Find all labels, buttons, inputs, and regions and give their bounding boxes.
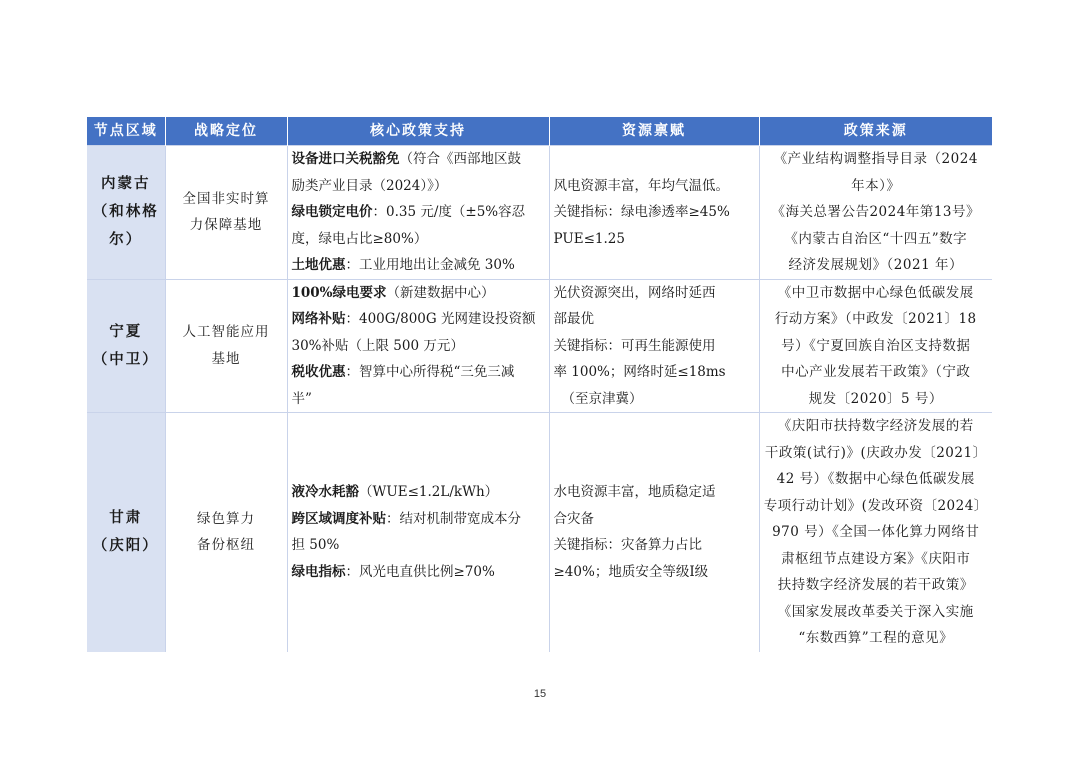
policy-line <box>292 199 545 226</box>
policy-key: 绿电锁定电价 <box>291 204 373 220</box>
position-line: 绿色算力 <box>197 510 255 527</box>
header-position: 战略定位 <box>165 117 287 146</box>
position-line: 备份枢纽 <box>197 537 255 554</box>
resource-line: 关键指标：可再生能源使用 <box>553 337 716 354</box>
region-cell <box>87 413 165 652</box>
policy-line <box>292 280 545 307</box>
policy-text: 30%补贴（上限 500 万元） <box>291 337 464 354</box>
source-line: “东数西算”工程的意见》 <box>798 630 954 646</box>
resource-line: PUE≤1.25 <box>553 230 625 247</box>
resource-line: 水电资源丰富，地质稳定适 <box>553 484 716 501</box>
source-line: 年本）》 <box>851 177 901 194</box>
resource-cell <box>549 279 759 413</box>
source-line: 《产业结构调整指导目录（2024 <box>773 151 978 167</box>
policy-text: （新建数据中心） <box>386 284 495 301</box>
source-line: 肃枢纽节点建设方案》《庆阳市 <box>781 550 971 567</box>
policy-text: ：0.35 元/度（±5%容忍 <box>372 204 526 220</box>
policy-line <box>292 386 545 413</box>
source-line: 规发〔2020〕5 号） <box>808 390 943 407</box>
source-line: 《中卫市数据中心绿色低碳发展 <box>777 284 974 301</box>
source-line: 《内蒙古自治区“十四五”数字 <box>784 230 968 247</box>
position-line: 全国非实时算 <box>182 190 270 207</box>
source-line: 中心产业发展若干政策》（宁政 <box>781 364 971 380</box>
region-cell <box>87 279 165 413</box>
resource-line: 光伏资源突出，网络时延西 <box>553 284 716 301</box>
policy-key: 跨区域调度补贴 <box>291 510 386 527</box>
policy-line <box>292 532 545 559</box>
table-row <box>87 146 992 280</box>
resource-cell <box>549 146 759 280</box>
policy-line <box>292 306 545 333</box>
position-cell <box>165 146 287 280</box>
policy-text: （符合《西部地区鼓 <box>399 151 521 167</box>
resource-line: 风电资源丰富，年均气温低。 <box>553 177 729 194</box>
region-line: 宁夏 <box>109 322 143 340</box>
table-row <box>87 413 992 652</box>
policy-table <box>87 117 992 652</box>
position-line: 人工智能应用 <box>182 324 270 341</box>
policy-key: 税收优惠 <box>291 364 346 380</box>
position-line: 基地 <box>211 350 241 367</box>
policy-line <box>292 252 545 279</box>
policy-text: ：结对机制带宽成本分 <box>386 510 521 527</box>
core-policy-cell <box>287 146 549 280</box>
page-number: 15 <box>533 688 547 700</box>
core-policy-cell <box>287 413 549 652</box>
resource-line: 关键指标：绿电渗透率≥45% <box>553 204 730 220</box>
policy-key: 100%绿电要求 <box>291 284 387 301</box>
policy-line <box>292 479 545 506</box>
source-cell <box>759 413 992 652</box>
region-line: 甘肃 <box>109 509 143 527</box>
policy-text: ：400G/800G 光网建设投资额 <box>345 311 536 327</box>
policy-line <box>292 506 545 533</box>
position-cell <box>165 413 287 652</box>
source-cell <box>759 279 992 413</box>
resource-line: （至京津冀） <box>561 390 643 407</box>
region-line: （庆阳） <box>92 537 159 555</box>
header-core-policy: 核心政策支持 <box>287 117 549 146</box>
policy-text: （WUE≤1.2L/kWh） <box>359 484 499 501</box>
policy-line <box>292 173 545 200</box>
header-resource: 资源禀赋 <box>549 117 759 146</box>
source-line: 号）《宁夏回族自治区支持数据 <box>781 337 971 354</box>
policy-text: ：工业用地出让金减免 30% <box>345 257 515 273</box>
header-region: 节点区域 <box>87 117 165 146</box>
resource-line: 率 100%；网络时延≤18ms <box>553 364 726 380</box>
core-policy-cell <box>287 279 549 413</box>
table-row <box>87 279 992 413</box>
region-line: （中卫） <box>92 350 159 368</box>
region-line: （和林格 <box>92 203 159 221</box>
policy-key: 土地优惠 <box>291 257 346 273</box>
region-cell <box>87 146 165 280</box>
source-line: 扶持数字经济发展的若干政策》 <box>777 577 974 593</box>
source-line: 经济发展规划》（2021 年） <box>788 257 963 273</box>
policy-line <box>292 146 545 173</box>
source-line: 干政策(试行)》(庆政办发〔2021〕 <box>764 444 987 461</box>
source-line: 42 号）《数据中心绿色低碳发展 <box>776 471 975 487</box>
policy-key: 液冷水耗豁 <box>291 484 359 501</box>
policy-text: 半” <box>291 390 312 407</box>
position-line: 力保障基地 <box>189 217 263 234</box>
policy-text: 度，绿电占比≥80%） <box>291 230 428 247</box>
source-line: 《海关总署公告2024年第13号》 <box>771 204 981 220</box>
policy-text: 担 50% <box>291 537 340 554</box>
region-line: 内蒙古 <box>101 175 151 193</box>
source-line: 专项行动计划》(发改环资〔2024〕 <box>763 497 988 514</box>
policy-line <box>292 226 545 253</box>
policy-line <box>292 559 545 586</box>
policy-text: ：智算中心所得税“三免三减 <box>345 364 515 380</box>
resource-line: 关键指标：灾备算力占比 <box>553 537 702 554</box>
source-line: 《国家发展改革委关于深入实施 <box>777 603 974 620</box>
resource-line: ≥40%；地质安全等级Ⅰ级 <box>553 563 709 580</box>
policy-line <box>292 359 545 386</box>
table-header-row <box>87 117 992 146</box>
source-line: 行动方案》（中政发〔2021〕18 <box>774 311 977 327</box>
region-line: 尔） <box>109 231 143 249</box>
source-line: 《庆阳市扶持数字经济发展的若 <box>777 418 974 434</box>
policy-line <box>292 333 545 360</box>
position-cell <box>165 279 287 413</box>
policy-text: 励类产业目录（2024）》） <box>291 177 448 194</box>
resource-line: 部最优 <box>553 311 594 327</box>
policy-text: ：风光电直供比例≥70% <box>345 563 495 580</box>
policy-key: 设备进口关税豁免 <box>291 151 400 167</box>
policy-key: 绿电指标 <box>291 563 346 580</box>
header-source: 政策来源 <box>759 117 992 146</box>
resource-cell <box>549 413 759 652</box>
source-line: 970 号）《全国一体化算力网络甘 <box>772 524 980 540</box>
resource-line: 合灾备 <box>553 510 594 527</box>
policy-key: 网络补贴 <box>291 311 346 327</box>
source-cell <box>759 146 992 280</box>
